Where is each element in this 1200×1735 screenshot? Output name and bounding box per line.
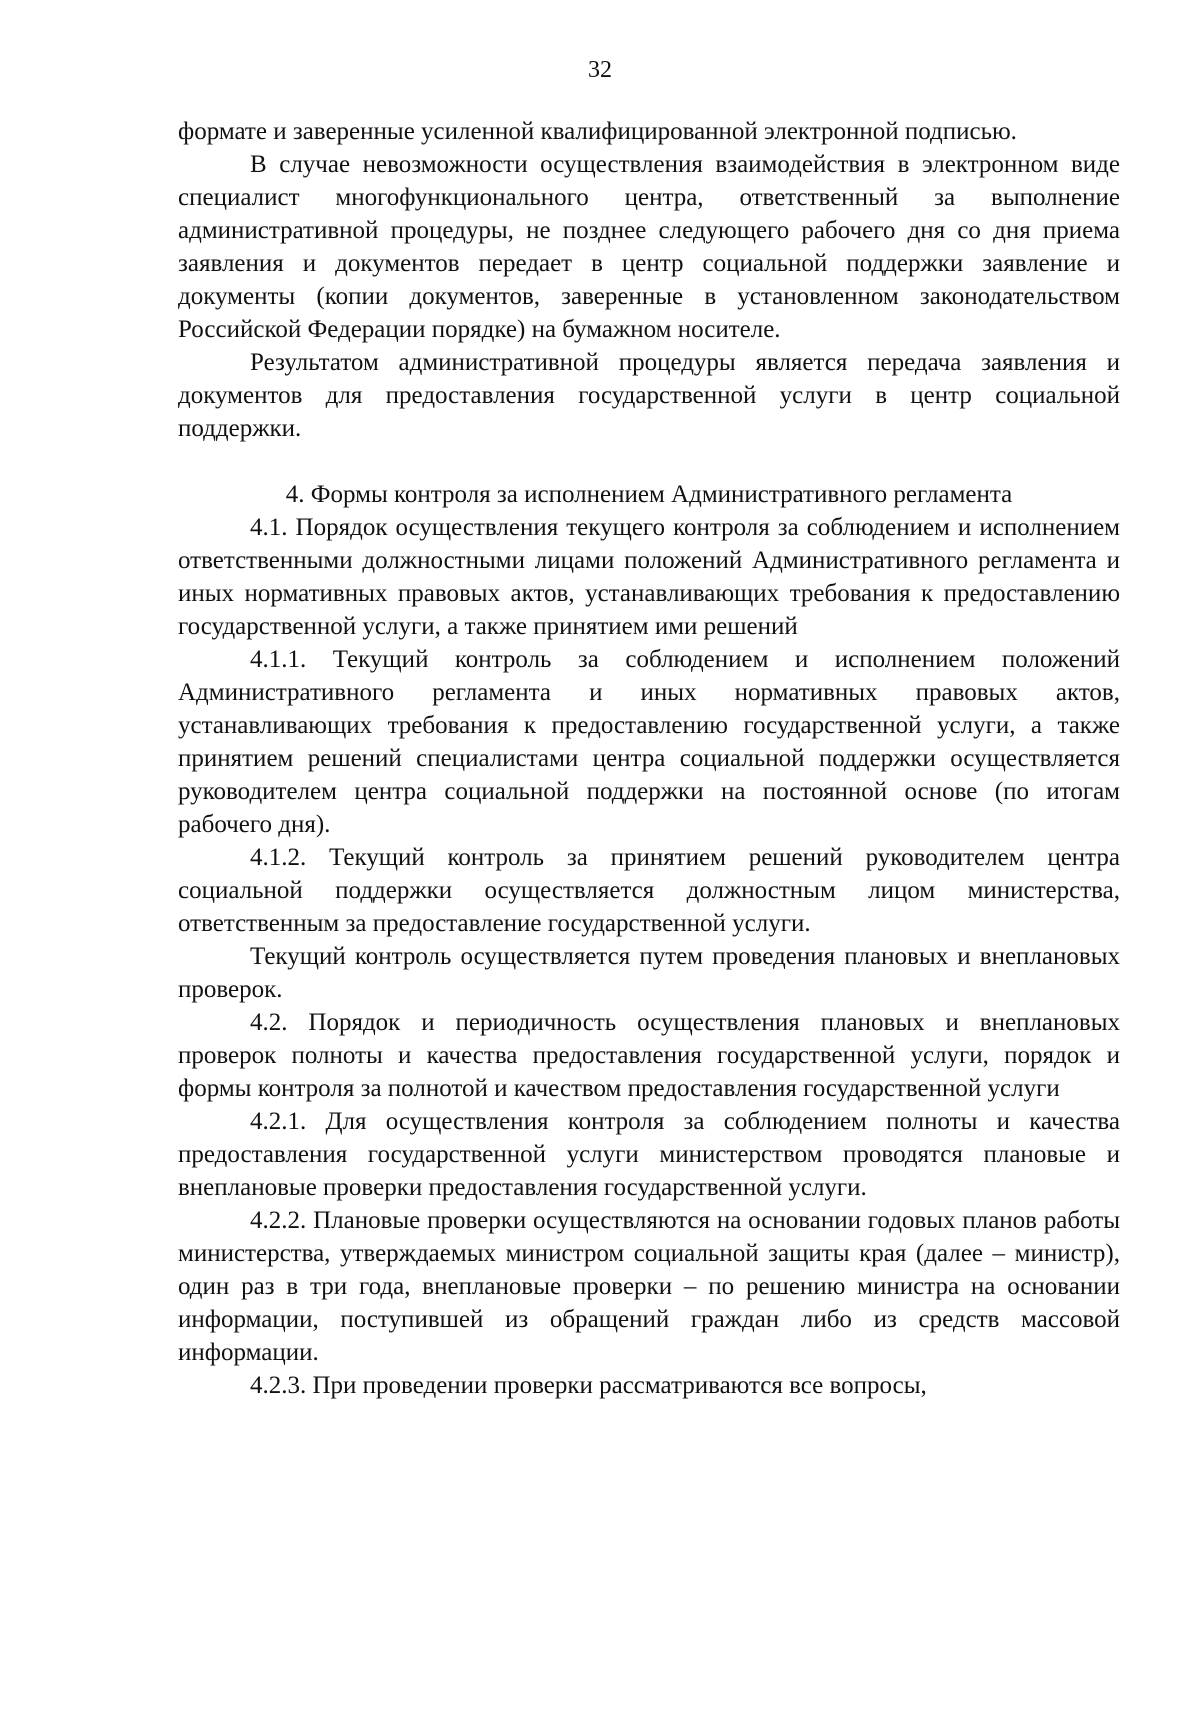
paragraph-4-2-3: 4.2.3. При проведении проверки рассматриваются все вопросы, (250, 1372, 927, 1399)
paragraph-electronic-interaction: В случае невозможности осуществления взаимодействия в электронном виде специалист многофункционального центра, ответственный за выполнение административной процедуры, не позднее следующего рабочего дня со дня приема заявления и документов передает в центр социальной поддержки заявление и документы (копии документов, заверенные в установленном законодательством Российской Федерации порядке) на бумажном носителе. (178, 151, 1120, 343)
section-heading-4: 4. Формы контроля за исполнением Административного регламента (285, 481, 1013, 508)
paragraph-4-2-1: 4.2.1. Для осуществления контроля за соблюдением полноты и качества предоставления государственной услуги министерством проводятся плановые и внеплановые проверки предоставления государственной услуги. (178, 1108, 1120, 1201)
paragraph-current-control: Текущий контроль осуществляется путем проведения плановых и внеплановых проверок. (178, 943, 1120, 1003)
paragraph-4-1-1: 4.1.1. Текущий контроль за соблюдением и исполнением положений Административного регламента и иных нормативных правовых актов, устанавливающих требования к предоставлению государственной услуги, а также принятием решений специалистами центра социальной поддержки осуществляется руководителем центра социальной поддержки на постоянной основе (по итогам рабочего дня). (178, 646, 1120, 838)
document-body (178, 115, 1120, 1402)
paragraph-continuation: формате и заверенные усиленной квалифицированной электронной подписью. (178, 118, 1017, 145)
paragraph-4-2-2: 4.2.2. Плановые проверки осуществляются на основании годовых планов работы министерства, утверждаемых министром социальной защиты края (далее – министр), один раз в три года, внеплановые проверки – по решению министра на основании информации, поступившей из обращений граждан либо из средств массовой информации. (178, 1207, 1120, 1366)
paragraph-4-2: 4.2. Порядок и периодичность осуществления плановых и внеплановых проверок полноты и качества предоставления государственной услуги, порядок и формы контроля за полнотой и качеством предоставления государственной услуги (178, 1009, 1120, 1102)
paragraph-procedure-result: Результатом административной процедуры является передача заявления и документов для предоставления государственной услуги в центр социальной поддержки. (178, 349, 1120, 442)
paragraph-4-1-2: 4.1.2. Текущий контроль за принятием решений руководителем центра социальной поддержки осуществляется должностным лицом министерства, ответственным за предоставление государственной услуги. (178, 844, 1120, 937)
paragraph-4-1: 4.1. Порядок осуществления текущего контроля за соблюдением и исполнением ответственными должностными лицами положений Административного регламента и иных нормативных правовых актов, устанавливающих требования к предоставлению государственной услуги, а также принятием ими решений (178, 514, 1120, 640)
page-number: 32 (588, 57, 612, 83)
